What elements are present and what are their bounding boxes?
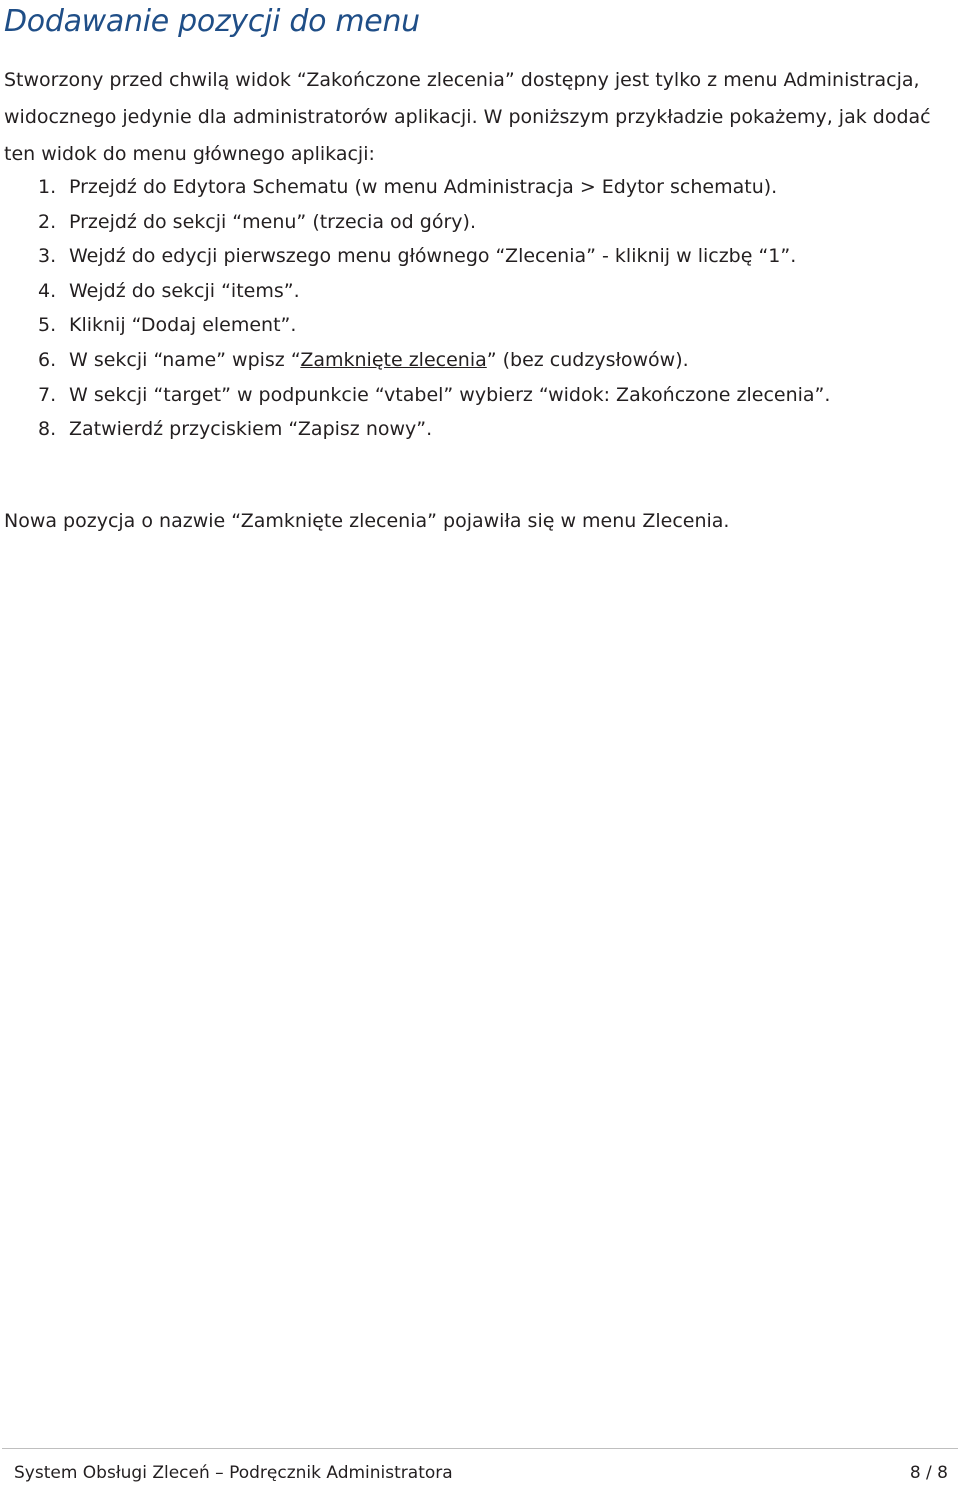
steps-list — [0, 170, 950, 447]
page-title: Dodawanie pozycji do menu — [4, 4, 420, 39]
list-item — [0, 412, 950, 447]
list-item-text: Wejdź do sekcji “items”. — [69, 279, 300, 302]
list-item — [0, 343, 950, 378]
list-item-text: W sekcji “target” w podpunkcie “vtabel” wybierz “widok: Zakończone zlecenia”. — [69, 383, 831, 406]
summary-paragraph: Nowa pozycja o nazwie “Zamknięte zlecenia” pojawiła się w menu Zlecenia. — [4, 510, 730, 532]
list-item-text: Wejdź do edycji pierwszego menu głównego “Zlecenia” - kliknij w liczbę “1”. — [69, 245, 797, 268]
list-item-number: 6. — [38, 348, 57, 371]
intro-paragraph: Stworzony przed chwilą widok “Zakończone zlecenia” dostępny jest tylko z menu Administracja, widocznego jedynie dla administratorów aplikacji. W poniższym przykładzie pokażemy, jak dodać ten widok do menu głównego aplikacji: — [4, 69, 931, 165]
list-item — [0, 170, 950, 205]
footer-divider — [2, 1448, 958, 1449]
list-item-number: 4. — [38, 279, 57, 302]
list-item-text-post: ” (bez cudzysłowów). — [486, 348, 689, 371]
underlined-menu-name: Zamknięte zlecenia — [300, 348, 487, 371]
footer-document-title: System Obsługi Zleceń – Podręcznik Administratora — [14, 1463, 453, 1483]
list-item — [0, 205, 950, 240]
list-item-number: 5. — [38, 314, 57, 337]
list-item-number: 3. — [38, 245, 57, 268]
list-item-number: 1. — [38, 176, 57, 198]
list-item-number: 2. — [38, 210, 57, 233]
list-item — [0, 378, 950, 413]
footer-page-number: 8 / 8 — [909, 1463, 948, 1483]
list-item-number: 7. — [38, 383, 57, 406]
list-item-text: Przejdź do sekcji “menu” (trzecia od góry). — [69, 210, 476, 233]
list-item-text-pre: W sekcji “name” wpisz “ — [69, 348, 301, 371]
list-item-number: 8. — [38, 418, 57, 441]
list-item — [0, 308, 950, 343]
list-item-text: Kliknij “Dodaj element”. — [69, 314, 297, 337]
list-item-text: Przejdź do Edytora Schematu (w menu Administracja > Edytor schematu). — [69, 176, 778, 198]
list-item-text: Zatwierdź przyciskiem “Zapisz nowy”. — [69, 418, 433, 441]
list-item — [0, 239, 950, 274]
list-item — [0, 274, 950, 309]
